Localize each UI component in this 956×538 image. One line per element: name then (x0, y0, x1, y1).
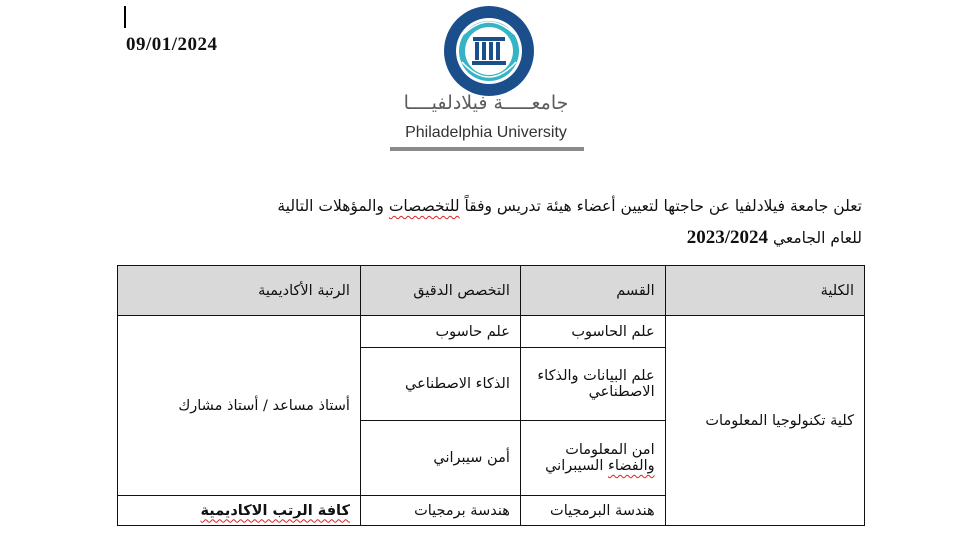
faculty-cell: كلية تكنولوجيا المعلومات (665, 316, 864, 526)
text-cursor (124, 6, 126, 28)
document-date: 09/01/2024 (126, 34, 218, 55)
announcement-line-1: تعلن جامعة فيلادلفيا عن حاجتها لتعيين أعضاء هيئة تدريس وفقاً للتخصصات والمؤهلات التالية (277, 197, 862, 215)
table-row (118, 316, 865, 348)
header-specialization: التخصص الدقيق (360, 266, 520, 316)
specialization-cell: علم حاسوب (360, 316, 520, 348)
logo-underline (390, 147, 584, 151)
header-department: القسم (520, 266, 665, 316)
rank-cell: أستاذ مساعد / أستاذ مشارك (118, 316, 361, 496)
specialization-cell: أمن سيبراني (360, 421, 520, 496)
department-cell: امن المعلومات والفضاء السيبراني (520, 421, 665, 496)
vacancies-table (117, 265, 865, 526)
table-header-row (118, 266, 865, 316)
rank-cell: كافة الرتب الاكاديمية (118, 496, 361, 526)
department-cell: علم البيانات والذكاء الاصطناعي (520, 348, 665, 421)
header-faculty: الكلية (665, 266, 864, 316)
university-seal-icon (442, 4, 536, 98)
academic-year: 2023/2024 (686, 227, 769, 248)
header-rank: الرتبة الأكاديمية (118, 266, 361, 316)
university-logo (386, 4, 586, 154)
spellcheck-word: والفضاء (608, 458, 655, 474)
department-cell: هندسة البرمجيات (520, 496, 665, 526)
specialization-cell: الذكاء الاصطناعي (360, 348, 520, 421)
specialization-cell: هندسة برمجيات (360, 496, 520, 526)
logo-name-english: Philadelphia University (405, 124, 567, 141)
spellcheck-word: للتخصصات (388, 197, 460, 215)
announcement-text (135, 190, 862, 254)
announcement-line-2: للعام الجامعي 2023/2024 (686, 227, 862, 248)
logo-name-arabic: جامعـــــة فيلادلفيــــا (403, 92, 569, 114)
department-cell: علم الحاسوب (520, 316, 665, 348)
